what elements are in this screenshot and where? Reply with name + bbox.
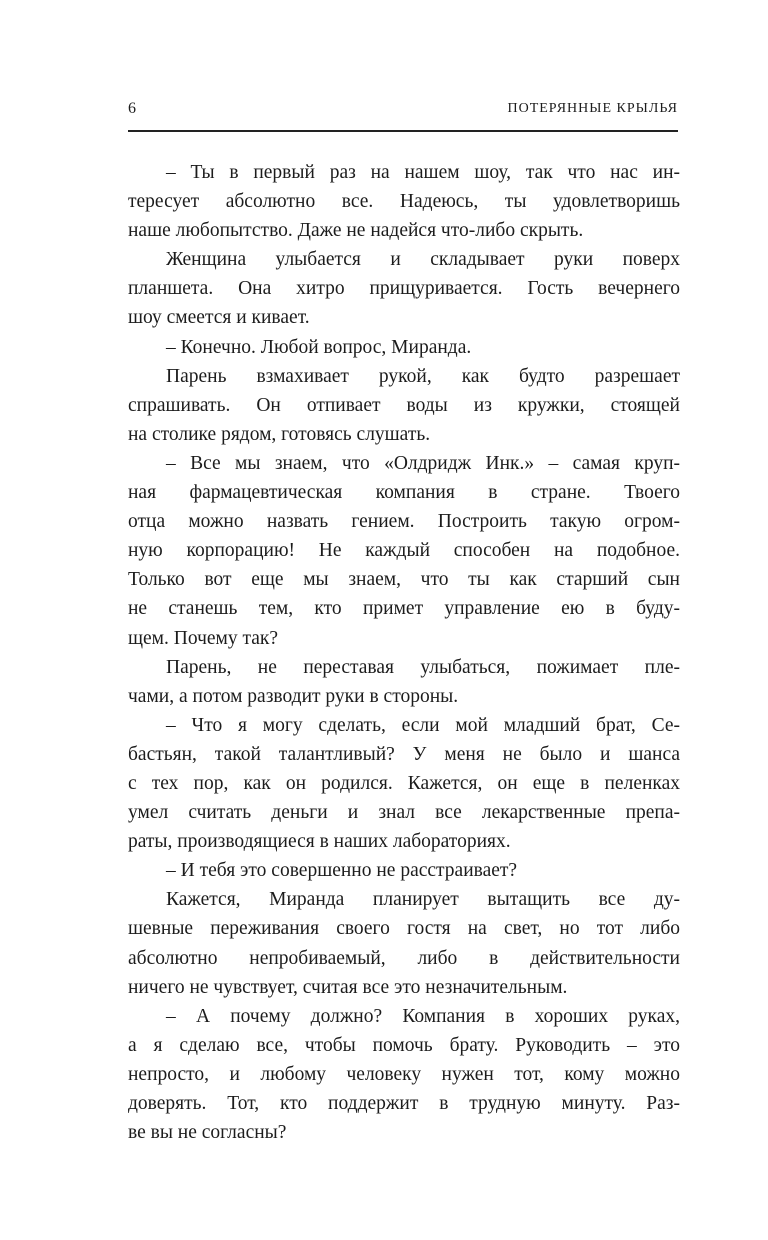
- running-title: ПОТЕРЯННЫЕ КРЫЛЬЯ: [507, 101, 678, 116]
- text-line: с тех пор, как он родился. Кажется, он еще в пеленках: [128, 772, 680, 794]
- text-line: ную корпорацию! Не каждый способен на подобное.: [128, 540, 680, 562]
- text-line: – Конечно. Любой вопрос, Миранда.: [166, 336, 472, 358]
- text-line: тересует абсолютно все. Надеюсь, ты удовлетворишь: [128, 191, 680, 213]
- text-line: непросто, и любому человеку нужен тот, кому можно: [128, 1063, 680, 1085]
- text-line: раты, производящиеся в наших лабораториях.: [128, 831, 511, 853]
- text-line: Только вот еще мы знаем, что ты как старший сын: [128, 569, 680, 591]
- text-line: на столике рядом, готовясь слушать.: [128, 423, 431, 445]
- text-line: спрашивать. Он отпивает воды из кружки, стоящей: [128, 394, 680, 416]
- text-line: – Все мы знаем, что «Олдридж Инк.» – самая круп-: [166, 452, 680, 474]
- text-line: – И тебя это совершенно не расстраивает?: [166, 860, 518, 882]
- text-line: не станешь тем, кто примет управление ею в буду-: [128, 598, 680, 620]
- body-text: [128, 158, 680, 1147]
- text-line: умел считать деньги и знал все лекарственные препа-: [128, 802, 680, 824]
- text-line: Кажется, Миранда планирует вытащить все ду-: [166, 889, 680, 911]
- page-number: 6: [128, 100, 137, 117]
- text-line: ничего не чувствует, считая все это незначительным.: [128, 976, 568, 998]
- text-line: абсолютно непробиваемый, либо в действительности: [128, 947, 680, 969]
- text-line: Парень взмахивает рукой, как будто разрешает: [166, 365, 680, 387]
- header-rule: [128, 130, 678, 132]
- text-line: щем. Почему так?: [128, 627, 279, 649]
- text-line: чами, а потом разводит руки в стороны.: [128, 685, 459, 707]
- text-line: – Ты в первый раз на нашем шоу, так что нас ин-: [166, 162, 680, 183]
- text-line: наше любопытство. Даже не надейся что-либо скрыть.: [128, 220, 584, 242]
- text-line: Парень, не переставая улыбаться, пожимает пле-: [166, 656, 680, 678]
- text-line: доверять. Тот, кто поддержит в трудную минуту. Раз-: [128, 1093, 680, 1114]
- text-line: шоу смеется и кивает.: [128, 307, 310, 329]
- text-line: ная фармацевтическая компания в стране. Твоего: [128, 482, 680, 504]
- text-line: шевные переживания своего гостя на свет, но тот либо: [128, 918, 680, 940]
- page-header: [128, 96, 678, 122]
- text-line: ве вы не согласны?: [128, 1122, 287, 1144]
- text-line: бастьян, такой талантливый? У меня не было и шанса: [128, 743, 680, 765]
- text-line: – Что я могу сделать, если мой младший брат, Се-: [166, 714, 680, 736]
- text-line: – А почему должно? Компания в хороших руках,: [166, 1005, 680, 1027]
- text-line: отца можно назвать гением. Построить такую огром-: [128, 511, 680, 533]
- text-line: а я сделаю все, чтобы помочь брату. Руководить – это: [128, 1034, 680, 1056]
- text-line: Женщина улыбается и складывает руки поверх: [166, 249, 680, 271]
- text-line: планшета. Она хитро прищуривается. Гость вечернего: [128, 278, 680, 300]
